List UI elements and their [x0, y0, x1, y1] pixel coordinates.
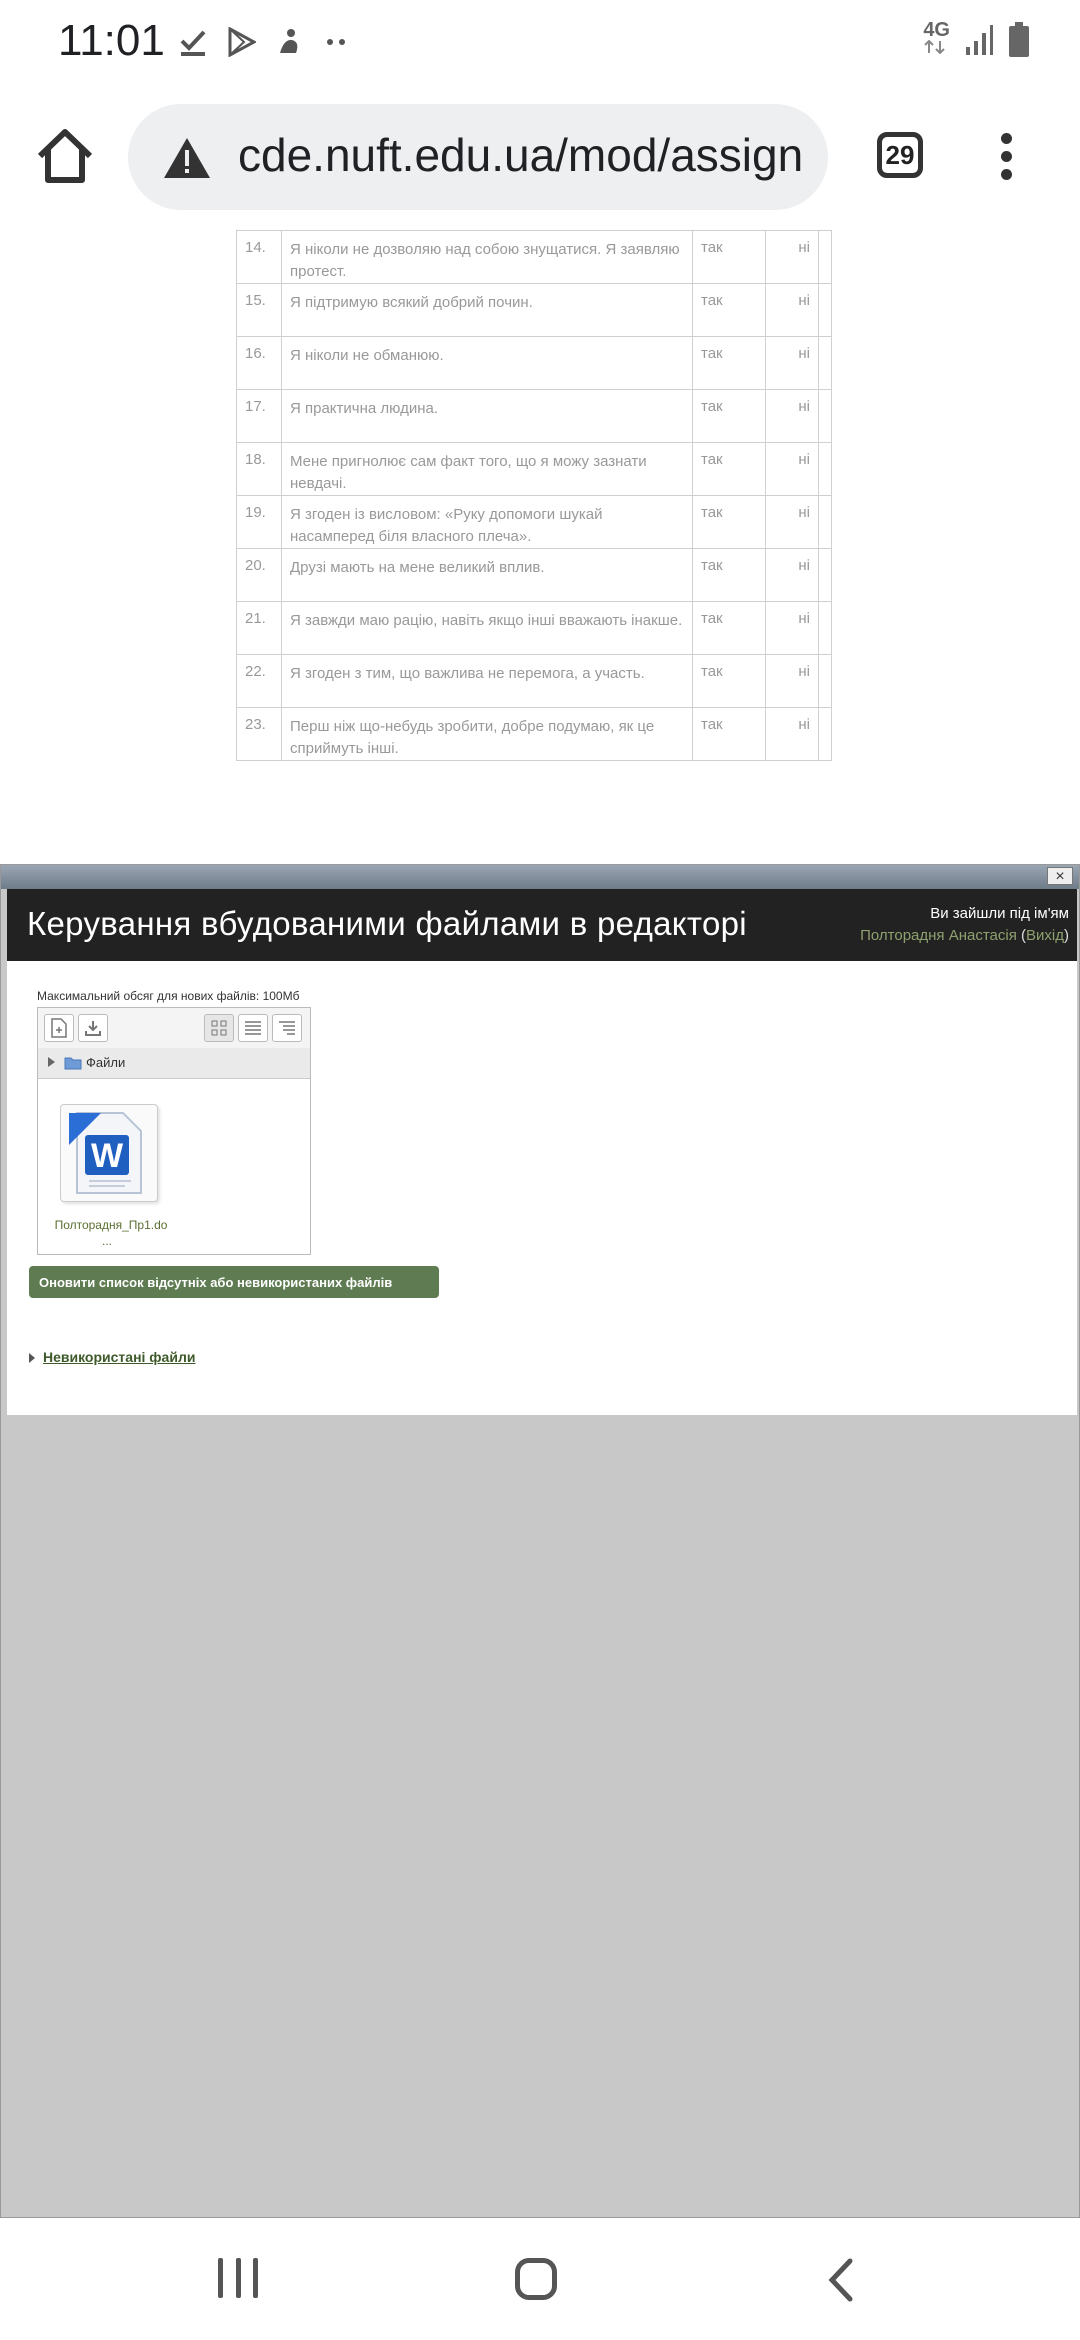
table-cell-no: ні [766, 708, 819, 761]
table-cell-num: 19. [237, 496, 282, 549]
dialog-header [7, 889, 1077, 961]
table-cell-yes: так [693, 708, 766, 761]
table-row [237, 443, 832, 496]
address-bar[interactable] [128, 104, 828, 210]
table-cell-empty [819, 708, 832, 761]
table-cell-yes: так [693, 655, 766, 708]
table-cell-no: ні [766, 602, 819, 655]
table-row [237, 390, 832, 443]
table-cell-num: 23. [237, 708, 282, 761]
login-prefix: Ви зайшли під ім'ям [930, 905, 1069, 922]
app-notification-icon [274, 27, 304, 57]
home-icon [30, 122, 100, 192]
user-name-link[interactable]: Полторадня Анастасія [860, 927, 1017, 944]
warning-icon[interactable] [162, 136, 212, 180]
table-cell-text: Я ніколи не обманюю. [282, 337, 693, 390]
table-cell-no: ні [766, 231, 819, 284]
file-thumbnail[interactable] [60, 1104, 158, 1202]
table-row [237, 284, 832, 337]
view-icons-button[interactable] [204, 1014, 234, 1042]
logout-link[interactable]: Вихід [1026, 927, 1064, 944]
table-cell-empty [819, 655, 832, 708]
dialog-content [7, 889, 1077, 1415]
svg-text:W: W [90, 1137, 124, 1175]
table-cell-text: Я підтримую всякий добрий почин. [282, 284, 693, 337]
recent-apps-icon [236, 2258, 241, 2298]
table-cell-num: 18. [237, 443, 282, 496]
table-cell-no: ні [766, 655, 819, 708]
file-name[interactable]: Полторадня_Пр1.do [54, 1218, 168, 1232]
table-cell-empty [819, 496, 832, 549]
table-cell-empty [819, 231, 832, 284]
notification-icons [178, 20, 352, 64]
battery-icon [1008, 22, 1030, 58]
table-cell-text: Я завжди маю рацію, навіть якщо інші вважають інакше. [282, 602, 693, 655]
table-cell-yes: так [693, 231, 766, 284]
table-row [237, 708, 832, 761]
paren-close: ) [1064, 927, 1069, 944]
data-arrows-icon [923, 40, 947, 54]
status-bar [0, 0, 1080, 84]
table-cell-empty [819, 443, 832, 496]
browser-toolbar [0, 84, 1080, 230]
table-cell-no: ні [766, 496, 819, 549]
table-cell-num: 14. [237, 231, 282, 284]
max-file-size: Максимальний обсяг для нових файлів: 100Мб [37, 989, 300, 1003]
table-cell-yes: так [693, 602, 766, 655]
home-button[interactable] [30, 122, 100, 192]
table-cell-empty [819, 337, 832, 390]
table-cell-no: ні [766, 549, 819, 602]
tree-view-icon [278, 1020, 296, 1036]
system-nav-bar [0, 2218, 1080, 2340]
questionnaire-table [236, 230, 832, 761]
signal-icon [964, 23, 994, 57]
play-store-icon [226, 27, 256, 57]
system-home-button[interactable] [515, 2258, 557, 2300]
unused-files-link[interactable] [29, 1349, 195, 1365]
table-cell-empty [819, 602, 832, 655]
table-cell-empty [819, 284, 832, 337]
table-cell-yes: так [693, 443, 766, 496]
file-path-bar[interactable] [38, 1048, 310, 1079]
dialog-title: Керування вбудованими файлами в редакторі [27, 905, 747, 942]
download-done-icon [178, 27, 208, 57]
table-cell-yes: так [693, 496, 766, 549]
dialog-close-button[interactable]: × [1047, 867, 1073, 885]
table-cell-text: Я згоден з тим, що важлива не перемога, а участь. [282, 655, 693, 708]
expand-arrow-icon [48, 1057, 55, 1067]
table-cell-no: ні [766, 337, 819, 390]
table-cell-text: Мене пригнолює сам факт того, що я можу зазнати невдачі. [282, 443, 693, 496]
table-cell-num: 22. [237, 655, 282, 708]
recent-apps-button[interactable] [218, 2258, 258, 2302]
more-notifications-icon [322, 27, 352, 57]
table-row [237, 496, 832, 549]
table-cell-no: ні [766, 390, 819, 443]
view-list-button[interactable] [238, 1014, 268, 1042]
table-cell-yes: так [693, 549, 766, 602]
table-cell-text: Перш ніж що-небудь зробити, добре подумаю, як це сприймуть інші. [282, 708, 693, 761]
view-tree-button[interactable] [272, 1014, 302, 1042]
file-manager-dialog [0, 864, 1080, 2218]
list-view-icon [244, 1020, 262, 1036]
table-cell-num: 21. [237, 602, 282, 655]
table-row [237, 655, 832, 708]
table-row [237, 602, 832, 655]
table-cell-text: Я практична людина. [282, 390, 693, 443]
word-document-icon [61, 1105, 157, 1201]
download-all-button[interactable] [78, 1014, 108, 1042]
status-time: 11:01 [58, 16, 165, 65]
table-cell-num: 15. [237, 284, 282, 337]
refresh-files-button[interactable]: Оновити список відсутніх або невикористаних файлів [29, 1266, 439, 1298]
back-icon[interactable] [826, 2258, 856, 2302]
table-cell-no: ні [766, 284, 819, 337]
file-name-ellipsis: ... [102, 1234, 113, 1248]
status-right [923, 20, 1030, 59]
table-cell-yes: так [693, 390, 766, 443]
table-cell-empty [819, 549, 832, 602]
add-file-button[interactable] [44, 1014, 74, 1042]
file-manager [37, 1007, 311, 1255]
table-cell-no: ні [766, 443, 819, 496]
table-cell-yes: так [693, 284, 766, 337]
recent-apps-icon [218, 2258, 223, 2298]
browser-menu-button[interactable] [986, 128, 1026, 188]
table-cell-yes: так [693, 337, 766, 390]
menu-dot-icon [1001, 169, 1012, 180]
path-label[interactable]: Файли [86, 1055, 126, 1070]
table-cell-num: 16. [237, 337, 282, 390]
menu-dot-icon [1001, 151, 1012, 162]
table-cell-num: 20. [237, 549, 282, 602]
table-cell-text: Я ніколи не дозволяю над собою знущатися. Я заявляю протест. [282, 231, 693, 284]
tab-switcher-button[interactable]: 29 [877, 132, 923, 178]
recent-apps-icon [253, 2258, 258, 2298]
paren-open: ( [1021, 927, 1027, 944]
table-row [237, 231, 832, 284]
expand-arrow-icon [29, 1353, 35, 1363]
grid-view-icon [211, 1020, 227, 1036]
menu-dot-icon [1001, 133, 1012, 144]
network-type: 4G [923, 19, 950, 41]
network-indicator [923, 20, 950, 59]
dialog-titlebar [1, 865, 1079, 889]
add-file-icon [50, 1018, 68, 1038]
login-info [860, 903, 1069, 947]
url-text[interactable]: cde.nuft.edu.ua/mod/assign [238, 129, 804, 181]
file-manager-toolbar [38, 1008, 310, 1049]
unused-files-label[interactable]: Невикористані файли [43, 1349, 196, 1365]
download-icon [84, 1019, 102, 1037]
page-content [0, 230, 1080, 865]
table-cell-empty [819, 390, 832, 443]
folder-icon [64, 1056, 82, 1070]
table-row [237, 549, 832, 602]
table-cell-text: Друзі мають на мене великий вплив. [282, 549, 693, 602]
table-cell-text: Я згоден із висловом: «Руку допомоги шукай насамперед біля власного плеча». [282, 496, 693, 549]
table-row [237, 337, 832, 390]
table-cell-num: 17. [237, 390, 282, 443]
